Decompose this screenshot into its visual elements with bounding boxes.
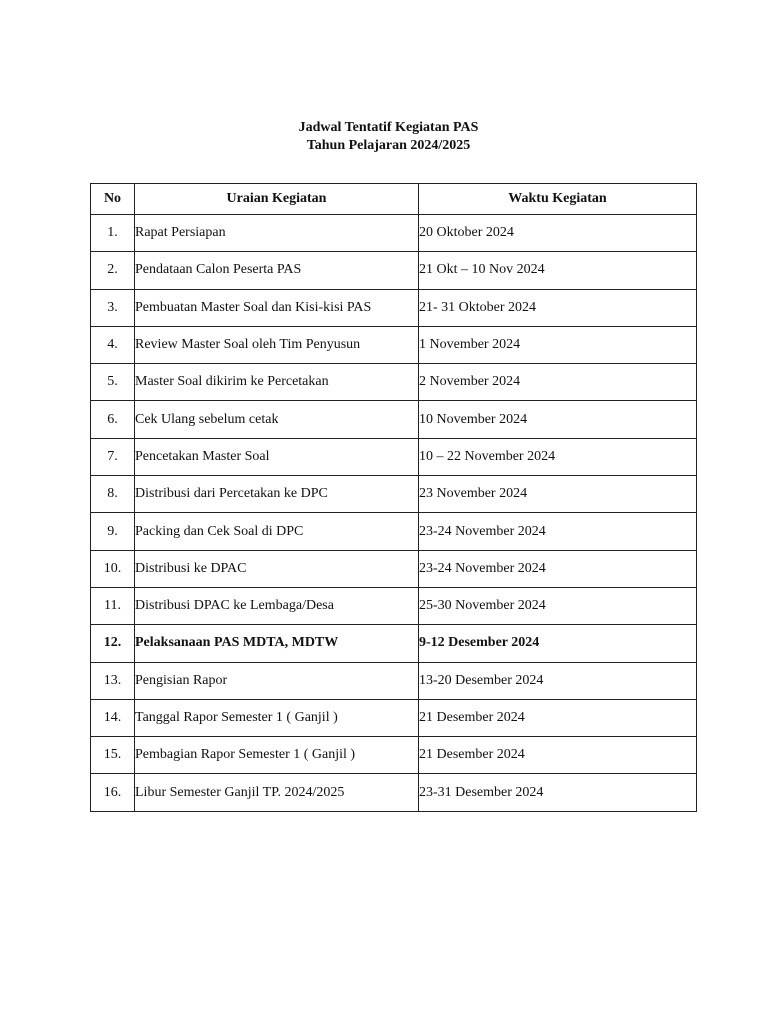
row-time: 2 November 2024 [419, 364, 697, 401]
table-row [91, 774, 697, 811]
row-activity: Pengisian Rapor [135, 662, 419, 699]
table-row [91, 438, 697, 475]
header-no: No [91, 184, 135, 215]
row-time: 21- 31 Oktober 2024 [419, 289, 697, 326]
row-number: 16. [91, 774, 135, 811]
table-row [91, 476, 697, 513]
table-row [91, 587, 697, 624]
row-activity: Master Soal dikirim ke Percetakan [135, 364, 419, 401]
row-time: 1 November 2024 [419, 326, 697, 363]
table-row [91, 326, 697, 363]
row-activity: Rapat Persiapan [135, 215, 419, 252]
row-number: 8. [91, 476, 135, 513]
row-number: 13. [91, 662, 135, 699]
row-activity: Distribusi dari Percetakan ke DPC [135, 476, 419, 513]
row-time: 20 Oktober 2024 [419, 215, 697, 252]
row-activity: Distribusi DPAC ke Lembaga/Desa [135, 587, 419, 624]
row-time: 9-12 Desember 2024 [419, 625, 697, 662]
row-number: 4. [91, 326, 135, 363]
table-row [91, 401, 697, 438]
table-row [91, 289, 697, 326]
row-activity: Libur Semester Ganjil TP. 2024/2025 [135, 774, 419, 811]
row-time: 21 Okt – 10 Nov 2024 [419, 252, 697, 289]
row-time: 21 Desember 2024 [419, 699, 697, 736]
schedule-table [90, 183, 697, 812]
row-activity: Pendataan Calon Peserta PAS [135, 252, 419, 289]
header-time: Waktu Kegiatan [419, 184, 697, 215]
table-row [91, 625, 697, 662]
table-row [91, 737, 697, 774]
row-activity: Distribusi ke DPAC [135, 550, 419, 587]
row-activity: Pembuatan Master Soal dan Kisi-kisi PAS [135, 289, 419, 326]
title-line-2: Tahun Pelajaran 2024/2025 [306, 138, 471, 153]
row-time: 23-24 November 2024 [419, 513, 697, 550]
table-row [91, 215, 697, 252]
row-time: 10 – 22 November 2024 [419, 438, 697, 475]
table-row [91, 513, 697, 550]
table-row [91, 364, 697, 401]
table-header-row [91, 184, 697, 215]
row-number: 2. [91, 252, 135, 289]
row-time: 21 Desember 2024 [419, 737, 697, 774]
header-activity: Uraian Kegiatan [135, 184, 419, 215]
row-number: 7. [91, 438, 135, 475]
title-line-1: Jadwal Tentatif Kegiatan PAS [298, 120, 479, 135]
document-title [0, 119, 768, 155]
row-number: 1. [91, 215, 135, 252]
row-number: 10. [91, 550, 135, 587]
row-activity: Review Master Soal oleh Tim Penyusun [135, 326, 419, 363]
row-number: 6. [91, 401, 135, 438]
row-time: 13-20 Desember 2024 [419, 662, 697, 699]
row-activity: Packing dan Cek Soal di DPC [135, 513, 419, 550]
row-activity: Cek Ulang sebelum cetak [135, 401, 419, 438]
table-row [91, 550, 697, 587]
table-row [91, 699, 697, 736]
row-number: 14. [91, 699, 135, 736]
row-activity: Pelaksanaan PAS MDTA, MDTW [135, 625, 419, 662]
row-number: 15. [91, 737, 135, 774]
row-activity: Pembagian Rapor Semester 1 ( Ganjil ) [135, 737, 419, 774]
table-row [91, 662, 697, 699]
row-number: 5. [91, 364, 135, 401]
row-time: 23-24 November 2024 [419, 550, 697, 587]
row-time: 23-31 Desember 2024 [419, 774, 697, 811]
table-body [91, 215, 697, 812]
row-activity: Pencetakan Master Soal [135, 438, 419, 475]
row-number: 11. [91, 587, 135, 624]
row-number: 12. [91, 625, 135, 662]
row-time: 25-30 November 2024 [419, 587, 697, 624]
row-number: 9. [91, 513, 135, 550]
row-time: 10 November 2024 [419, 401, 697, 438]
row-activity: Tanggal Rapor Semester 1 ( Ganjil ) [135, 699, 419, 736]
row-time: 23 November 2024 [419, 476, 697, 513]
table-row [91, 252, 697, 289]
row-number: 3. [91, 289, 135, 326]
